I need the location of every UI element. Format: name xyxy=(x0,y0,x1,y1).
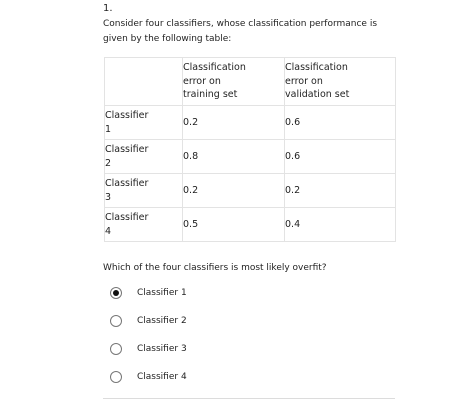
table-row xyxy=(105,174,396,208)
training-cell: 0.8 xyxy=(183,140,285,174)
validation-cell: 0.4 xyxy=(285,208,396,242)
table-row xyxy=(105,106,396,140)
option-classifier-1[interactable] xyxy=(110,287,187,299)
table-header-training-label: Classification error on training set xyxy=(183,62,246,101)
radio-button[interactable] xyxy=(110,343,122,355)
option-classifier-3[interactable] xyxy=(110,343,187,355)
row-label-text: Classifier 4 xyxy=(105,212,149,237)
option-label[interactable]: Classifier 2 xyxy=(137,316,187,326)
option-label[interactable]: Classifier 4 xyxy=(137,372,187,382)
option-label[interactable]: Classifier 3 xyxy=(137,344,187,354)
radio-button[interactable] xyxy=(110,287,122,299)
validation-cell: 0.6 xyxy=(285,140,396,174)
table-header-row xyxy=(105,58,396,106)
divider xyxy=(103,398,395,399)
classifier-table xyxy=(104,57,396,242)
radio-button[interactable] xyxy=(110,315,122,327)
question-number: 1. xyxy=(103,3,113,14)
row-label-text: Classifier 3 xyxy=(105,178,149,203)
training-cell: 0.2 xyxy=(183,174,285,208)
row-label xyxy=(105,140,183,174)
option-label[interactable]: Classifier 1 xyxy=(137,288,187,298)
option-classifier-2[interactable] xyxy=(110,315,187,327)
row-label-text: Classifier 2 xyxy=(105,144,149,169)
question-text: Consider four classifiers, whose classification performance is given by the following table: xyxy=(103,19,378,44)
row-label xyxy=(105,174,183,208)
radio-button[interactable] xyxy=(110,371,122,383)
table-header-empty xyxy=(105,58,183,106)
table-header-validation-label: Classification error on validation set xyxy=(285,62,350,101)
training-cell: 0.5 xyxy=(183,208,285,242)
table-header-validation xyxy=(285,58,396,106)
table-row xyxy=(105,140,396,174)
row-label xyxy=(105,208,183,242)
option-classifier-4[interactable] xyxy=(110,371,187,383)
table-row xyxy=(105,208,396,242)
table-header-training xyxy=(183,58,285,106)
validation-cell: 0.2 xyxy=(285,174,396,208)
validation-cell: 0.6 xyxy=(285,106,396,140)
row-label xyxy=(105,106,183,140)
radio-selected-dot xyxy=(113,290,119,296)
training-cell: 0.2 xyxy=(183,106,285,140)
question-prompt: Which of the four classifiers is most likely overfit? xyxy=(103,263,327,273)
row-label-text: Classifier 1 xyxy=(105,110,149,135)
